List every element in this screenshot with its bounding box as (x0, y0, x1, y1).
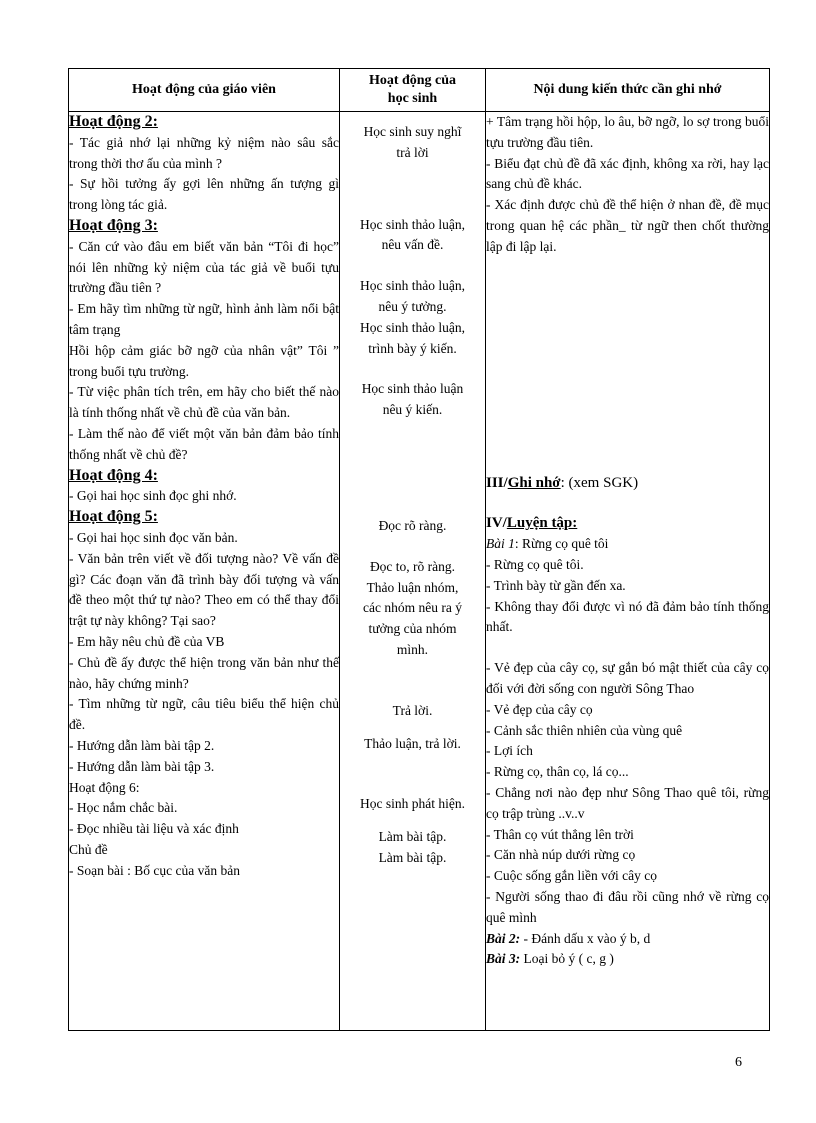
content-line: - Rừng cọ, thân cọ, lá cọ... (486, 764, 629, 780)
student-response: Làm bài tập. (378, 849, 447, 865)
student-response: Đọc rõ ràng. (378, 517, 447, 533)
activity-2-line: - Tác giả nhớ lại những kỷ niệm nào sâu sắc trong thời thơ ấu của mình ? (69, 134, 339, 171)
content-line: - Người sống thao đi đâu rồi cũng nhớ về rừng cọ quê mình (486, 888, 769, 925)
student-response: Học sinh suy nghĩ (363, 124, 462, 139)
student-response: mình. (396, 641, 429, 657)
activity-3-title: Hoạt động 3: (69, 216, 158, 234)
lesson-table (68, 68, 770, 1031)
student-response: Học sinh thảo luận, (360, 319, 465, 335)
content-column (486, 112, 770, 1031)
activity-3-line: - Làm thế nào để viết một văn bản đảm bảo tính thống nhất về chủ đề? (69, 425, 339, 462)
content-line: - Biểu đạt chủ đề đã xác định, không xa rời, hay lạc sang chủ đề khác. (486, 155, 769, 192)
content-line: - Cuộc sống gắn liền với cây cọ (486, 868, 657, 884)
page-number: 6 (735, 1055, 742, 1070)
content-line: - Cảnh sắc thiên nhiên của vùng quê (486, 722, 683, 738)
exercise-1: Bài 1: Rừng cọ quê tôi (486, 536, 609, 552)
content-line: - Xác định được chủ đề thể hiện ở nhan đề, đề mục trong quan hệ các phần_ từ ngữ then chốt thường lập đi lập lại. (486, 197, 769, 254)
activity-4-line: - Gọi hai học sinh đọc ghi nhớ. (69, 488, 237, 504)
student-response: nêu ý kiến. (382, 402, 443, 418)
activity-5-line: - Hướng dẫn làm bài tập 3. (69, 758, 215, 774)
teacher-column (69, 112, 340, 1031)
student-response: Thảo luận nhóm, (366, 579, 459, 595)
student-response: nêu vấn đề. (381, 237, 444, 253)
activity-3-line: Hồi hộp cảm giác bỡ ngỡ của nhân vật” Tôi ” trong buổi tựu trường. (69, 342, 339, 379)
content-line: - Rừng cọ quê tôi. (486, 556, 584, 572)
header-student: Hoạt động của học sinh (340, 69, 486, 112)
student-response: Học sinh thảo luận (361, 381, 464, 397)
activity-6-line: - Học nắm chắc bài. (69, 800, 178, 816)
exercise-3: Bài 3: Loại bỏ ý ( c, g ) (486, 951, 614, 967)
activity-5-line: - Chủ đề ấy được thể hiện trong văn bản như thế nào, hãy chứng minh? (69, 654, 339, 691)
section-luyen-tap: IV/Luyện tập: (486, 515, 578, 532)
content-line: - Căn nhà núp dưới rừng cọ (486, 847, 636, 863)
content-line: - Lợi ích (486, 743, 533, 759)
section-ghi-nho: III/Ghi nhớ: (xem SGK) (486, 474, 639, 491)
student-response: Học sinh thảo luận, (360, 216, 465, 232)
content-line: - Không thay đổi được vì nó đã đảm bảo tính thống nhất. (486, 598, 769, 635)
activity-2-title: Hoạt động 2: (69, 113, 158, 130)
student-response: nêu ý tưởng. (378, 298, 447, 314)
activity-4-title: Hoạt động 4: (69, 466, 158, 484)
activity-5-line: - Hướng dẫn làm bài tập 2. (69, 737, 215, 753)
student-column (340, 112, 486, 1031)
activity-2-line: - Sự hồi tưởng ấy gợi lên những ấn tượng gì trong lòng tác giả. (69, 176, 339, 213)
activity-5-line: - Em hãy nêu chủ đề của VB (69, 633, 225, 649)
student-response: Trả lời. (392, 702, 433, 718)
activity-3-line: - Em hãy tìm những từ ngữ, hình ảnh làm nổi bật tâm trạng (69, 301, 339, 337)
header-content: Nội dung kiến thức cần ghi nhớ (486, 69, 770, 112)
content-line: - Vẻ đẹp của cây cọ, sự gắn bó mật thiết của cây cọ đối với đời sống con người Sông Thao (486, 660, 769, 696)
student-response: Thảo luận, trả lời. (364, 735, 461, 751)
content-line: - Trình bày từ gần đến xa. (486, 577, 626, 593)
student-response: Làm bài tập. (378, 829, 447, 845)
activity-5-title: Hoạt động 5: (69, 508, 158, 526)
activity-6-line: Chủ đề (69, 841, 108, 857)
activity-3-line: - Từ việc phân tích trên, em hãy cho biết thế nào là tính thống nhất về chủ đề của văn bản. (69, 384, 339, 421)
student-response: Đọc to, rõ ràng. (369, 558, 456, 574)
activity-6-line: - Soạn bài : Bố cục của văn bản (69, 862, 240, 878)
student-response: các nhóm nêu ra ý (363, 600, 462, 616)
content-line: - Thân cọ vút thẳng lên trời (486, 826, 634, 842)
exercise-2: Bài 2: - Đánh dấu x vào ý b, d (486, 930, 651, 946)
student-response: Học sinh thảo luận, (360, 278, 465, 294)
student-response: trình bày ý kiến. (368, 340, 457, 356)
activity-5-line: - Gọi hai học sinh đọc văn bản. (69, 529, 238, 545)
content-line: - Chẳng nơi nào đẹp như Sông Thao quê tôi, rừng cọ trập trùng ..v..v (486, 784, 769, 821)
header-teacher: Hoạt động của giáo viên (69, 69, 340, 112)
content-line: - Vẻ đẹp của cây cọ (486, 701, 593, 717)
activity-6-line: - Đọc nhiều tài liệu và xác định (69, 821, 239, 837)
activity-5-line: - Văn bản trên viết về đối tượng nào? Về vấn đề gì? Các đoạn văn đã trình bày đối tượng và vấn đề theo một thứ tự nào? Theo em có thể thay đổi trật tự này không? Tại sao? (69, 550, 339, 629)
activity-6-title: Hoạt động 6: (69, 779, 140, 795)
student-response: Học sinh phát hiện. (360, 796, 465, 812)
activity-5-line: - Tìm những từ ngữ, câu tiêu biểu thể hiện chủ đề. (69, 696, 339, 733)
student-response: trả lời (396, 144, 429, 160)
header-row (69, 69, 770, 112)
content-line: + Tâm trạng hồi hộp, lo âu, bỡ ngỡ, lo sợ trong buổi tựu trường đầu tiên. (486, 114, 769, 150)
body-row (69, 112, 770, 1031)
student-response: tưởng của nhóm (368, 621, 457, 637)
activity-3-line: - Căn cứ vào đâu em biết văn bản “Tôi đi học” nói lên những kỷ niệm của tác giả về buổi tựu trường đầu tiên ? (69, 238, 339, 296)
